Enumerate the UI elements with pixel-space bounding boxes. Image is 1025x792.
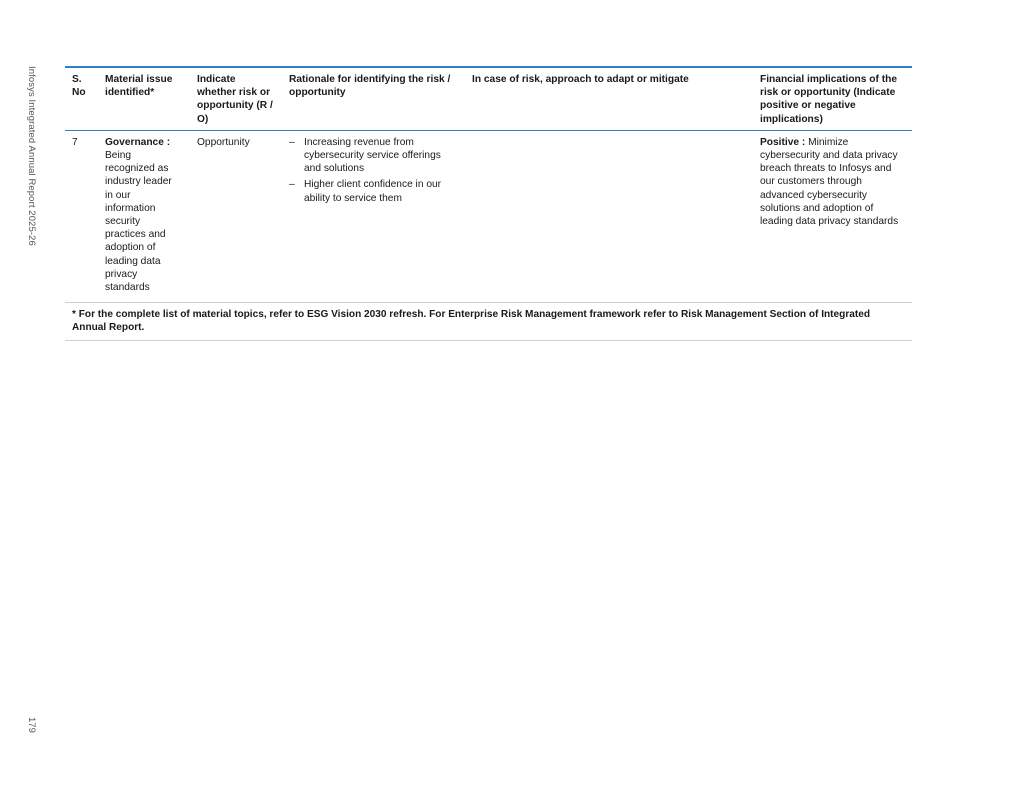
header-risk-or-opportunity: Indicate whether risk or opportunity (R / O)	[197, 74, 273, 125]
cell-type: Opportunity	[197, 136, 250, 148]
footnote-row	[65, 303, 912, 340]
header-material-issue: Material issue identified*	[105, 74, 173, 99]
table-footnote: * For the complete list of material topics, refer to ESG Vision 2030 refresh. For Enterprise Risk Management framework refer to Risk Management Section of Integrated Annual Report.	[72, 309, 870, 334]
financial-label: Positive :	[760, 136, 806, 148]
table-header-row	[65, 67, 912, 130]
header-sno: S. No	[72, 74, 86, 99]
table-row	[65, 130, 912, 302]
financial-description: Minimize cybersecurity and data privacy breach threats to Infosys and our customers through advanced cybersecurity solutions and adoption of leading data privacy standards	[760, 136, 899, 228]
cell-approach	[465, 130, 753, 302]
issue-description: Being recognized as industry leader in our information security practices and adoption of leading data privacy standards	[105, 150, 172, 294]
issue-category: Governance :	[105, 136, 171, 148]
material-issues-table	[65, 66, 912, 341]
cell-rationale	[282, 130, 465, 302]
rationale-item: – Higher client confidence in our ability to service them	[289, 178, 449, 204]
cell-material-issue	[98, 130, 190, 302]
cell-financial-implications	[753, 130, 912, 302]
header-financial-implications: Financial implications of the risk or opportunity (Indicate positive or negative implications)	[760, 74, 897, 125]
header-rationale: Rationale for identifying the risk / opportunity	[289, 74, 451, 99]
rationale-item: – Increasing revenue from cybersecurity service offerings and solutions	[289, 136, 449, 176]
page-number: 179	[26, 717, 37, 733]
rationale-list	[289, 136, 458, 205]
report-title: Infosys Integrated Annual Report 2025-26	[26, 66, 37, 246]
header-approach: In case of risk, approach to adapt or mitigate	[472, 74, 689, 85]
cell-sno: 7	[72, 136, 78, 148]
